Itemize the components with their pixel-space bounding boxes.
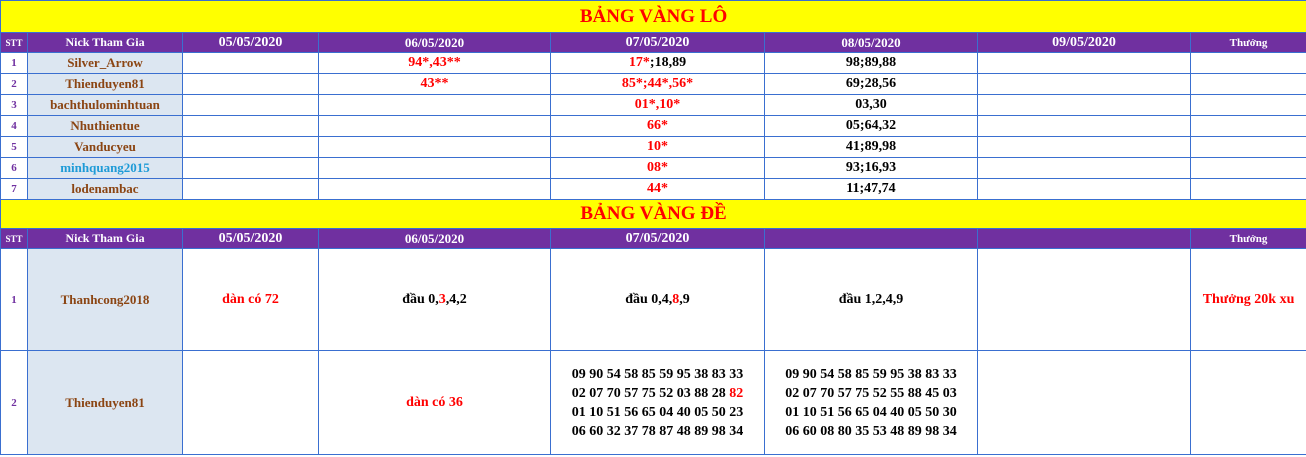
de-pick-part: ,4,2 (445, 291, 467, 307)
lo-row (1, 137, 1306, 158)
nick-cell: lodenambac (28, 179, 183, 200)
lo-cell-date-5 (978, 53, 1191, 74)
row-index: 4 (1, 116, 28, 137)
lo-cell-date-5 (978, 116, 1191, 137)
lo-cell-date-2: 43** (319, 74, 551, 95)
de-cell-date-3 (551, 351, 765, 455)
nick-cell: Thanhcong2018 (28, 249, 183, 351)
lo-cell-date-4: 05;64,32 (765, 116, 978, 137)
row-index: 2 (1, 74, 28, 95)
lo-row (1, 158, 1306, 179)
de-cell-date-2 (319, 249, 551, 351)
lo-cell-date-1 (183, 74, 319, 95)
lo-cell-date-3: 08* (551, 158, 765, 179)
lo-row (1, 53, 1306, 74)
lo-cell-reward (1191, 116, 1306, 137)
row-index: 6 (1, 158, 28, 179)
de-header-stt: STT (1, 229, 28, 249)
de-header-date-3: 07/05/2020 (551, 229, 765, 249)
de-header-date-4 (765, 229, 978, 249)
de-pick-highlight: 8 (672, 291, 680, 307)
number-line: 06 60 32 37 78 87 48 89 98 34 (571, 423, 744, 439)
lo-cell-date-1 (183, 179, 319, 200)
lo-header-date-5: 09/05/2020 (978, 33, 1191, 53)
lo-cell-date-2 (319, 158, 551, 179)
lo-header-date-1: 05/05/2020 (183, 33, 319, 53)
lo-cell-date-3: 85*;44*,56* (551, 74, 765, 95)
de-cell-date-1: dàn có 72 (183, 249, 319, 351)
row-index: 1 (1, 53, 28, 74)
number-line-part: 02 07 70 57 75 52 03 88 28 (571, 385, 730, 401)
lo-cell-date-4: 11;47,74 (765, 179, 978, 200)
number-highlight: 82 (729, 385, 744, 401)
number-list (572, 365, 744, 441)
de-cell-date-4: đầu 1,2,4,9 (765, 249, 978, 351)
lo-header-reward: Thưởng (1191, 33, 1306, 53)
de-cell-date-2: dàn có 36 (319, 351, 551, 455)
lo-cell-date-5 (978, 179, 1191, 200)
row-index: 7 (1, 179, 28, 200)
de-pick-part: đầu 0,4, (625, 291, 673, 307)
lo-header-nick: Nick Tham Gia (28, 33, 183, 53)
de-cell-date-3 (551, 249, 765, 351)
de-row (1, 249, 1306, 351)
lo-header-date-4: 08/05/2020 (765, 33, 978, 53)
lo-cell-date-2 (319, 116, 551, 137)
lo-cell-date-1 (183, 53, 319, 74)
lo-cell-reward (1191, 179, 1306, 200)
de-cell-date-5 (978, 351, 1191, 455)
de-cell-reward (1191, 351, 1306, 455)
number-line: 02 07 70 57 75 52 55 88 45 03 (785, 385, 957, 401)
lo-cell-date-4: 98;89,88 (765, 53, 978, 74)
number-line: 01 10 51 56 65 04 40 05 50 30 (785, 404, 957, 420)
number-line: 09 90 54 58 85 59 95 38 83 33 (785, 366, 957, 382)
nick-cell: minhquang2015 (28, 158, 183, 179)
de-header-nick: Nick Tham Gia (28, 229, 183, 249)
nick-cell: Thienduyen81 (28, 74, 183, 95)
lo-cell-date-4: 69;28,56 (765, 74, 978, 95)
nick-cell: Nhuthientue (28, 116, 183, 137)
lo-cell-date-4: 41;89,98 (765, 137, 978, 158)
lo-row (1, 179, 1306, 200)
lo-cell-date-1 (183, 137, 319, 158)
nick-cell: bachthulominhtuan (28, 95, 183, 116)
nick-cell: Thienduyen81 (28, 351, 183, 455)
lo-cell-reward (1191, 137, 1306, 158)
lo-cell-date-3: 01*,10* (551, 95, 765, 116)
de-pick-highlight: 3 (438, 291, 446, 307)
lo-row (1, 116, 1306, 137)
lo-cell-date-5 (978, 158, 1191, 179)
de-header-date-2: 06/05/2020 (319, 229, 551, 249)
lo-cell-reward (1191, 53, 1306, 74)
de-cell-date-1 (183, 351, 319, 455)
lo-cell-reward (1191, 95, 1306, 116)
nick-cell: Vanducyeu (28, 137, 183, 158)
lo-cell-date-1 (183, 116, 319, 137)
lo-cell-date-1 (183, 158, 319, 179)
row-index: 1 (1, 249, 28, 351)
number-line: 09 90 54 58 85 59 95 38 83 33 (571, 366, 744, 382)
de-pick-part: đầu 0, (402, 291, 439, 307)
lo-cell-date-3: 44* (551, 179, 765, 200)
lo-row (1, 74, 1306, 95)
lo-red-pick: 17* (628, 55, 650, 70)
de-cell-date-4 (765, 351, 978, 455)
lo-cell-date-2 (319, 95, 551, 116)
lo-cell-date-2 (319, 179, 551, 200)
lo-row (1, 95, 1306, 116)
lo-title: BẢNG VÀNG LÔ (1, 1, 1306, 33)
lo-header-date-3: 07/05/2020 (551, 33, 765, 53)
row-index: 5 (1, 137, 28, 158)
lo-black-pick: ;18,89 (649, 55, 687, 70)
lo-cell-date-3: 66* (551, 116, 765, 137)
de-cell-date-5 (978, 249, 1191, 351)
lo-cell-reward (1191, 158, 1306, 179)
lo-cell-date-5 (978, 137, 1191, 158)
number-list (785, 365, 957, 441)
lo-header-date-2: 06/05/2020 (319, 33, 551, 53)
row-index: 2 (1, 351, 28, 455)
lo-cell-date-3: 10* (551, 137, 765, 158)
row-index: 3 (1, 95, 28, 116)
de-title: BẢNG VÀNG ĐỀ (1, 200, 1306, 229)
lo-cell-date-2: 94*,43** (319, 53, 551, 74)
lo-cell-date-4: 03,30 (765, 95, 978, 116)
lo-cell-date-5 (978, 74, 1191, 95)
lo-header-stt: STT (1, 33, 28, 53)
lo-cell-date-1 (183, 95, 319, 116)
de-header-reward: Thưởng (1191, 229, 1306, 249)
number-line: 06 60 08 80 35 53 48 89 98 34 (785, 423, 957, 439)
lo-cell-date-2 (319, 137, 551, 158)
lo-cell-date-5 (978, 95, 1191, 116)
de-cell-reward: Thưởng 20k xu (1191, 249, 1306, 351)
number-line (572, 384, 744, 403)
lo-cell-reward (1191, 74, 1306, 95)
number-line: 01 10 51 56 65 04 40 05 50 23 (571, 404, 744, 420)
lo-cell-date-4: 93;16,93 (765, 158, 978, 179)
lo-cell-date-3 (551, 53, 765, 74)
de-header-date-1: 05/05/2020 (183, 229, 319, 249)
de-header-date-5 (978, 229, 1191, 249)
de-row (1, 351, 1306, 455)
nick-cell: Silver_Arrow (28, 53, 183, 74)
de-pick-part: ,9 (679, 291, 690, 307)
